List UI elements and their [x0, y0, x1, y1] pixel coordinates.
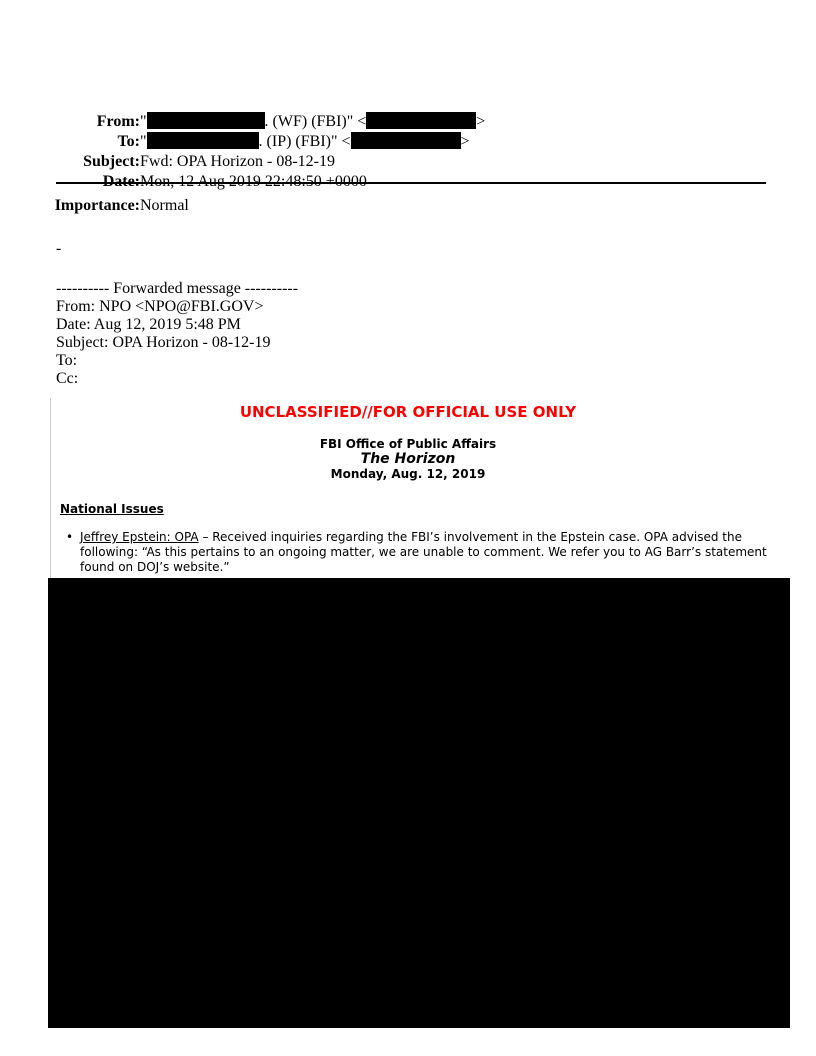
- classification-banner: UNCLASSIFIED//FOR OFFICIAL USE ONLY: [239, 403, 577, 421]
- fwd-subject: Subject: OPA Horizon - 08-12-19: [56, 334, 271, 351]
- subject-value: Fwd: OPA Horizon - 08-12-19: [140, 153, 335, 170]
- section-heading: National Issues: [60, 502, 164, 516]
- redaction-box: [366, 112, 476, 129]
- bullet-dot-icon: •: [66, 530, 74, 544]
- subject-label: Subject:: [83, 153, 140, 170]
- fwd-cc: Cc:: [56, 370, 79, 387]
- redaction-box: [147, 132, 259, 149]
- to-value: " . (IP) (FBI)" < >: [140, 133, 470, 150]
- list-item: [66, 530, 770, 575]
- from-value: " . (WF) (FBI)" < >: [140, 113, 486, 130]
- importance-label: Importance:: [54, 197, 140, 214]
- item-link[interactable]: Jeffrey Epstein: OPA: [80, 530, 199, 544]
- redacted-block: [48, 578, 790, 1028]
- header-divider: [56, 182, 766, 184]
- newsletter-title: The Horizon: [360, 451, 456, 467]
- fwd-from: From: NPO <NPO@FBI.GOV>: [56, 298, 264, 315]
- importance-value: Normal: [140, 197, 189, 214]
- redaction-box: [351, 132, 461, 149]
- redaction-box: [147, 112, 265, 129]
- fwd-date: Date: Aug 12, 2019 5:48 PM: [56, 316, 241, 333]
- to-label: To:: [117, 133, 140, 150]
- newsletter-date: Monday, Aug. 12, 2019: [330, 467, 486, 481]
- office-name: FBI Office of Public Affairs: [319, 437, 497, 451]
- dash-line: -: [56, 240, 62, 257]
- item-text: – Received inquiries regarding the FBI’s involvement in the Epstein case. OPA advised the following: “As this pertains to an ongoing matter, we are unable to comment. We refer you to AG Barr’s statement found on DOJ’s website.”: [80, 530, 767, 574]
- from-label: From:: [96, 113, 140, 130]
- forwarded-marker: ---------- Forwarded message ----------: [56, 280, 299, 297]
- fwd-to: To:: [56, 352, 78, 369]
